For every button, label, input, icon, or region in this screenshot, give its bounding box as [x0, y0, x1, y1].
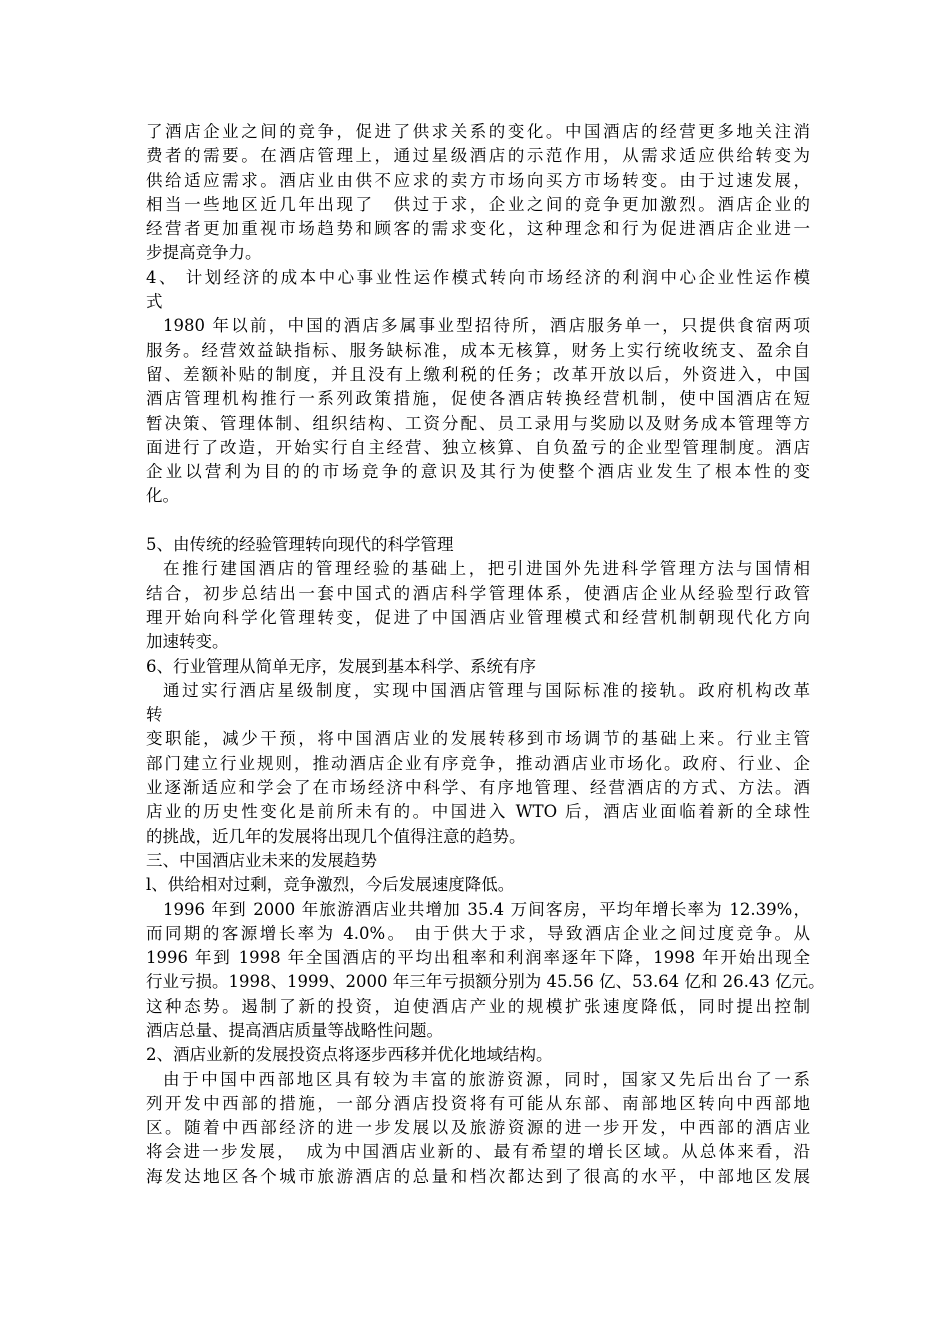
text-line: 面进行了改造，开始实行自主经营、独立核算、自负盈亏的企业型管理制度。酒店 [146, 437, 810, 457]
text-line: 业逐渐适应和学会了在市场经济中科学、有序地管理、经营酒店的方式、方法。酒 [146, 778, 810, 798]
text-line: 5、由传统的经验管理转向现代的科学管理 [146, 535, 454, 555]
text-line: 化。 [146, 486, 179, 506]
text-line: 服务。经营效益缺指标、服务缺标准，成本无核算，财务上实行统收统支、盈余自 [146, 340, 810, 360]
document-body [146, 120, 825, 1189]
text-line: 列开发中西部的措施，一部分酒店投资将有可能从东部、南部地区转向中西部地 [146, 1093, 810, 1113]
text-line: 费者的需要。在酒店管理上，通过星级酒店的示范作用，从需求适应供给转变为 [146, 146, 810, 166]
text-line: 暂决策、管理体制、组织结构、工资分配、员工录用与奖励以及财务成本管理等方 [146, 413, 810, 433]
text-line: 步提高竞争力。 [146, 243, 262, 263]
text-line: 酒店管理机构推行一系列政策措施，促使各酒店转换经营机制，使中国酒店在短 [146, 389, 810, 409]
text-line: 加速转变。 [146, 632, 229, 652]
text-line: 了酒店企业之间的竞争，促进了供求关系的变化。中国酒店的经营更多地关注消 [146, 122, 810, 141]
text-line: 供给适应需求。酒店业由供不应求的卖方市场向买方市场转变。由于过速发展， [146, 170, 810, 190]
text-line: 将会进一步发展， 成为中国酒店业新的、最有希望的增长区域。从总体来看，沿 [146, 1142, 810, 1162]
text-line: 三、中国酒店业未来的发展趋势 [146, 850, 377, 870]
blank-line [146, 509, 810, 533]
text-line: 相当一些地区近几年出现了 供过于求，企业之间的竞争更加激烈。酒店企业的 [146, 194, 810, 214]
text-line: 1996 年到 1998 年全国酒店的平均出租率和利润率逐年下降，1998 年开始出现全 [146, 948, 810, 968]
text-line: 而同期的客源增长率为 4.0%。 由于供大于求，导致酒店企业之间过度竞争。从 [146, 923, 810, 943]
text-line: 通过实行酒店星级制度，实现中国酒店管理与国际标准的接轨。政府机构改革 [163, 680, 810, 700]
text-line: 1980 年以前，中国的酒店多属事业型招待所，酒店服务单一，只提供食宿两项 [163, 316, 810, 336]
text-line: 转 [146, 705, 163, 725]
text-line: 留、差额补贴的制度，并且没有上缴利税的任务；改革开放以后，外资进入，中国 [146, 364, 810, 384]
text-line: 2、酒店业新的发展投资点将逐步西移并优化地域结构。 [146, 1045, 553, 1065]
text-line: l、供给相对过剩，竞争激烈，今后发展速度降低。 [146, 875, 515, 895]
text-line: 区。随着中西部经济的进一步发展以及旅游资源的进一步开发，中西部的酒店业 [146, 1118, 810, 1138]
text-line: 结合，初步总结出一套中国式的酒店科学管理体系，使酒店企业从经验型行政管 [146, 583, 810, 603]
text-line: 行业亏损。1998、1999、2000 年三年亏损额分别为 45.56 亿、53.64 亿和 26.43 亿元。 [146, 972, 825, 992]
text-line: 变职能，减少干预，将中国酒店业的发展转移到市场调节的基础上来。行业主管 [146, 729, 810, 749]
text-line: 海发达地区各个城市旅游酒店的总量和档次都达到了很高的水平，中部地区发展 [146, 1166, 810, 1186]
text-line: 6、行业管理从简单无序，发展到基本科学、系统有序 [146, 656, 536, 676]
text-line: 的挑战，近几年的发展将出现几个值得注意的趋势。 [146, 826, 526, 846]
text-line: 在推行建国酒店的管理经验的基础上，把引进国外先进科学管理方法与国情相 [163, 559, 810, 579]
text-line: 1996 年到 2000 年旅游酒店业共增加 35.4 万间客房，平均年增长率为 12.39%， [163, 899, 810, 919]
text-line: 4、 计划经济的成本中心事业性运作模式转向市场经济的利润中心企业性运作模 [146, 267, 810, 287]
text-line: 由于中国中西部地区具有较为丰富的旅游资源，同时，国家又先后出台了一系 [163, 1069, 810, 1089]
text-line: 酒店总量、提高酒店质量等战略性问题。 [146, 1020, 443, 1040]
text-line: 这种态势。遏制了新的投资，迫使酒店产业的规模扩张速度降低，同时提出控制 [146, 996, 810, 1016]
text-line: 经营者更加重视市场趋势和顾客的需求变化，这种理念和行为促进酒店企业进一 [146, 219, 810, 239]
text-line: 部门建立行业规则，推动酒店企业有序竞争，推动酒店业市场化。政府、行业、企 [146, 753, 810, 773]
text-line: 式 [146, 292, 163, 312]
text-line: 店业的历史性变化是前所未有的。中国进入 WTO 后，酒店业面临着新的全球性 [146, 802, 810, 822]
text-line: 理开始向科学化管理转变，促进了中国酒店业管理模式和经营机制朝现代化方向 [146, 607, 810, 627]
text-line: 企业以营利为目的的市场竞争的意识及其行为使整个酒店业发生了根本性的变 [146, 462, 810, 482]
